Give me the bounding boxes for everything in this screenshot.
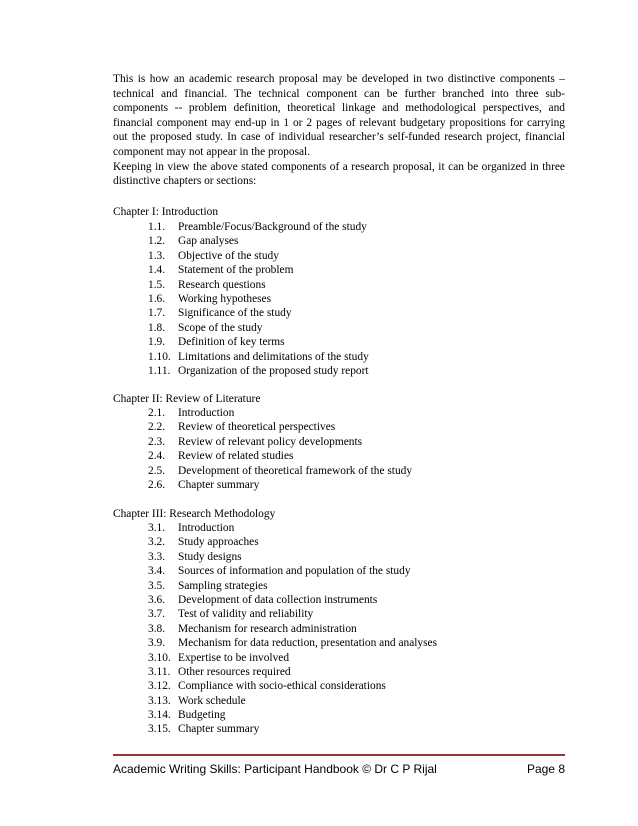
list-item [148,263,369,277]
item-text: Study designs [178,550,242,563]
item-text: Introduction [178,522,235,534]
list-item [148,234,369,248]
list-item [148,420,412,434]
list-item [148,406,412,420]
item-number: 3.1. [148,522,166,534]
item-number: 2.5. [148,464,166,477]
item-number: 3.6. [148,593,166,606]
list-item [148,593,437,607]
chapter-2-heading: Chapter II: Review of Literature [113,393,261,405]
item-text: Expertise to be involved [178,651,290,664]
list-item [148,364,369,378]
item-number: 3.9. [148,637,166,650]
item-number: 1.1. [148,221,166,233]
item-number: 3.7. [148,608,166,621]
item-text: Review of related studies [178,450,294,463]
item-number: 3.3. [148,550,166,563]
item-text: Objective of the study [178,249,279,262]
item-number: 3.14. [148,709,171,722]
list-item [148,350,369,364]
list-item [148,708,437,722]
item-text: Study approaches [178,536,259,549]
item-number: 1.8. [148,321,166,334]
item-text: Research questions [178,278,266,291]
item-text: Work schedule [178,694,246,707]
item-number: 3.13. [148,694,171,707]
item-text: Sources of information and population of the study [178,565,411,578]
item-number: 1.2. [148,235,166,248]
intro-paragraph-1: This is how an academic research proposal may be developed in two distinctive components – technical and financial. The technical component can be further branched into three sub-components -- problem definition, theoretical linkage and methodological perspectives, and financial component may end-up in 1 or 2 pages of relevant budgetary propositions for carrying out the proposed study. In case of individual researcher’s self-funded research project, financial component may not appear in the proposal. [113,73,565,158]
list-item [148,622,437,636]
list-item [148,636,437,650]
list-item [148,679,437,693]
item-text: Gap analyses [178,235,239,248]
list-item [148,478,412,492]
item-text: Test of validity and reliability [178,608,314,621]
item-text: Preamble/Focus/Background of the study [178,221,367,233]
item-number: 3.15. [148,723,171,736]
list-item [148,464,412,478]
item-number: 1.11. [148,364,171,377]
item-text: Introduction [178,407,235,419]
item-number: 3.12. [148,680,171,693]
item-text: Chapter summary [178,723,260,736]
list-item [148,335,369,349]
item-number: 1.3. [148,249,166,262]
item-number: 1.9. [148,336,166,349]
footer-title: Academic Writing Skills: Participant Handbook © Dr C P Rijal [113,762,437,776]
chapter-3-heading: Chapter III: Research Methodology [113,508,276,520]
chapter-3-list [148,521,437,737]
item-number: 2.6. [148,478,166,491]
item-number: 3.4. [148,565,166,578]
item-text: Other resources required [178,665,291,678]
intro-text [113,72,565,189]
intro-paragraph-2: Keeping in view the above stated components of a research proposal, it can be organized in three distinctive chapters or sections: [113,160,565,188]
item-number: 1.4. [148,264,166,277]
item-text: Chapter summary [178,478,260,491]
item-number: 3.11. [148,665,171,678]
list-item [148,665,437,679]
item-text: Review of relevant policy developments [178,435,363,448]
item-number: 1.6. [148,292,166,305]
list-item [148,535,437,549]
item-text: Organization of the proposed study report [178,364,369,377]
item-text: Development of theoretical framework of the study [178,464,413,477]
list-item [148,607,437,621]
item-number: 1.10. [148,350,171,363]
list-item [148,435,412,449]
item-text: Mechanism for data reduction, presentation and analyses [178,637,438,650]
list-item [148,306,369,320]
item-text: Review of theoretical perspectives [178,421,336,434]
list-item [148,564,437,578]
item-text: Working hypotheses [178,292,272,305]
chapter-1-heading: Chapter I: Introduction [113,206,219,218]
item-text: Significance of the study [178,307,292,320]
item-number: 2.3. [148,435,166,448]
item-text: Scope of the study [178,321,263,334]
item-number: 3.10. [148,651,171,664]
list-item [148,249,369,263]
item-number: 2.1. [148,407,166,419]
list-item [148,220,369,234]
item-text: Statement of the problem [178,264,294,277]
footer-divider [113,754,565,756]
item-text: Mechanism for research administration [178,622,357,635]
item-number: 2.4. [148,450,166,463]
item-text: Budgeting [178,709,226,722]
item-text: Compliance with socio-ethical considerations [178,680,386,693]
item-text: Development of data collection instruments [178,593,378,606]
list-item [148,292,369,306]
list-item [148,321,369,335]
item-number: 2.2. [148,421,166,434]
item-text: Sampling strategies [178,579,268,592]
item-number: 3.5. [148,579,166,592]
list-item [148,449,412,463]
item-text: Definition of key terms [178,336,285,349]
list-item [148,521,437,535]
chapter-1-list [148,220,369,378]
list-item [148,550,437,564]
list-item [148,579,437,593]
item-text: Limitations and delimitations of the study [178,350,369,363]
list-item [148,651,437,665]
list-item [148,722,437,736]
page-number: Page 8 [526,762,565,776]
item-number: 3.8. [148,622,166,635]
item-number: 1.5. [148,278,166,291]
chapter-2-list [148,406,412,492]
list-item [148,694,437,708]
list-item [148,278,369,292]
item-number: 1.7. [148,307,166,320]
item-number: 3.2. [148,536,166,549]
